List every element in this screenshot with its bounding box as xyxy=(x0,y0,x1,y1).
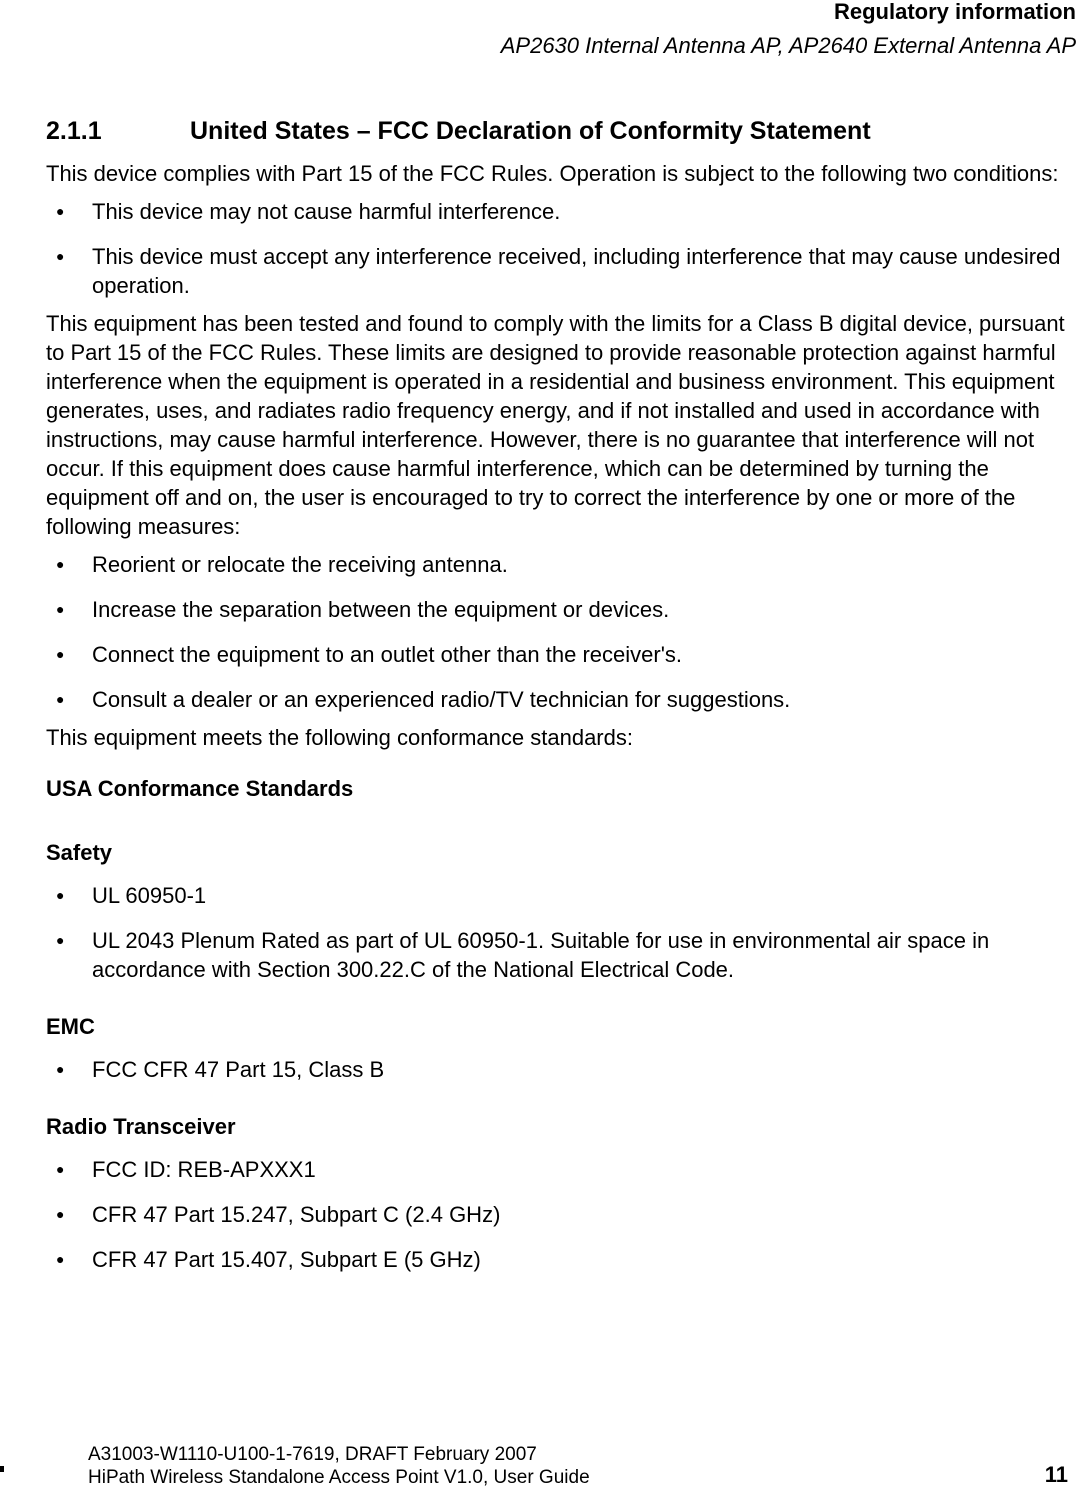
footer-doc-id: A31003-W1110-U100-1-7619, DRAFT February 2007 xyxy=(88,1444,537,1465)
list-item: ● Reorient or relocate the receiving antenna. xyxy=(46,550,1074,579)
page-content xyxy=(46,114,1074,1290)
measures-list xyxy=(46,550,1074,714)
conformance-intro: This equipment meets the following conformance standards: xyxy=(46,725,633,750)
section-title: United States – FCC Declaration of Conformity Statement xyxy=(190,117,871,145)
section-heading xyxy=(46,114,1074,148)
emc-heading: EMC xyxy=(46,1014,95,1039)
intro-paragraph: This device complies with Part 15 of the FCC Rules. Operation is subject to the following two conditions: xyxy=(46,161,1059,186)
conditions-list xyxy=(46,197,1074,300)
section-number: 2.1.1 xyxy=(46,117,102,145)
list-item: ● CFR 47 Part 15.247, Subpart C (2.4 GHz) xyxy=(46,1200,1074,1229)
list-item: ● FCC ID: REB-APXXX1 xyxy=(46,1155,1074,1184)
safety-list xyxy=(46,881,1074,984)
running-header-subtitle: AP2630 Internal Antenna AP, AP2640 External Antenna AP xyxy=(500,33,1076,58)
footer-product: HiPath Wireless Standalone Access Point V1.0, User Guide xyxy=(88,1467,590,1488)
list-item: ● UL 2043 Plenum Rated as part of UL 60950-1. Suitable for use in environmental air space in accordance with Section 300.22.C of the National Electrical Code. xyxy=(46,926,1074,984)
equipment-paragraph: This equipment has been tested and found to comply with the limits for a Class B digital device, pursuant to Part 15 of the FCC Rules. These limits are designed to provide reasonable protection against harmful interference when the equipment is operated in a residential and business environment. This equipment generates, uses, and radiates radio frequency energy, and if not installed and used in accordance with instructions, may cause harmful interference. However, there is no guarantee that interference will not occur. If this equipment does cause harmful interference, which can be determined by turning the equipment off and on, the user is encouraged to try to correct the interference by one or more of the following measures: xyxy=(46,311,1065,539)
list-item: ● CFR 47 Part 15.407, Subpart E (5 GHz) xyxy=(46,1245,1074,1274)
margin-mark xyxy=(0,1466,4,1472)
running-header-title: Regulatory information xyxy=(833,0,1076,24)
page-footer xyxy=(88,1443,590,1489)
radio-list xyxy=(46,1155,1074,1274)
page-number: 11 xyxy=(1044,1462,1068,1487)
radio-heading: Radio Transceiver xyxy=(46,1114,236,1139)
list-item: ● UL 60950-1 xyxy=(46,881,1074,910)
list-item: ● Consult a dealer or an experienced radio/TV technician for suggestions. xyxy=(46,685,1074,714)
list-item: ● Increase the separation between the equipment or devices. xyxy=(46,595,1074,624)
list-item: ● FCC CFR 47 Part 15, Class B xyxy=(46,1055,1074,1084)
standards-heading: USA Conformance Standards xyxy=(46,776,354,801)
safety-heading: Safety xyxy=(46,840,113,865)
list-item: ● This device must accept any interference received, including interference that may cause undesired operation. xyxy=(46,242,1074,300)
list-item: ● This device may not cause harmful interference. xyxy=(46,197,1074,226)
emc-list xyxy=(46,1055,1074,1084)
list-item: ● Connect the equipment to an outlet other than the receiver's. xyxy=(46,640,1074,669)
